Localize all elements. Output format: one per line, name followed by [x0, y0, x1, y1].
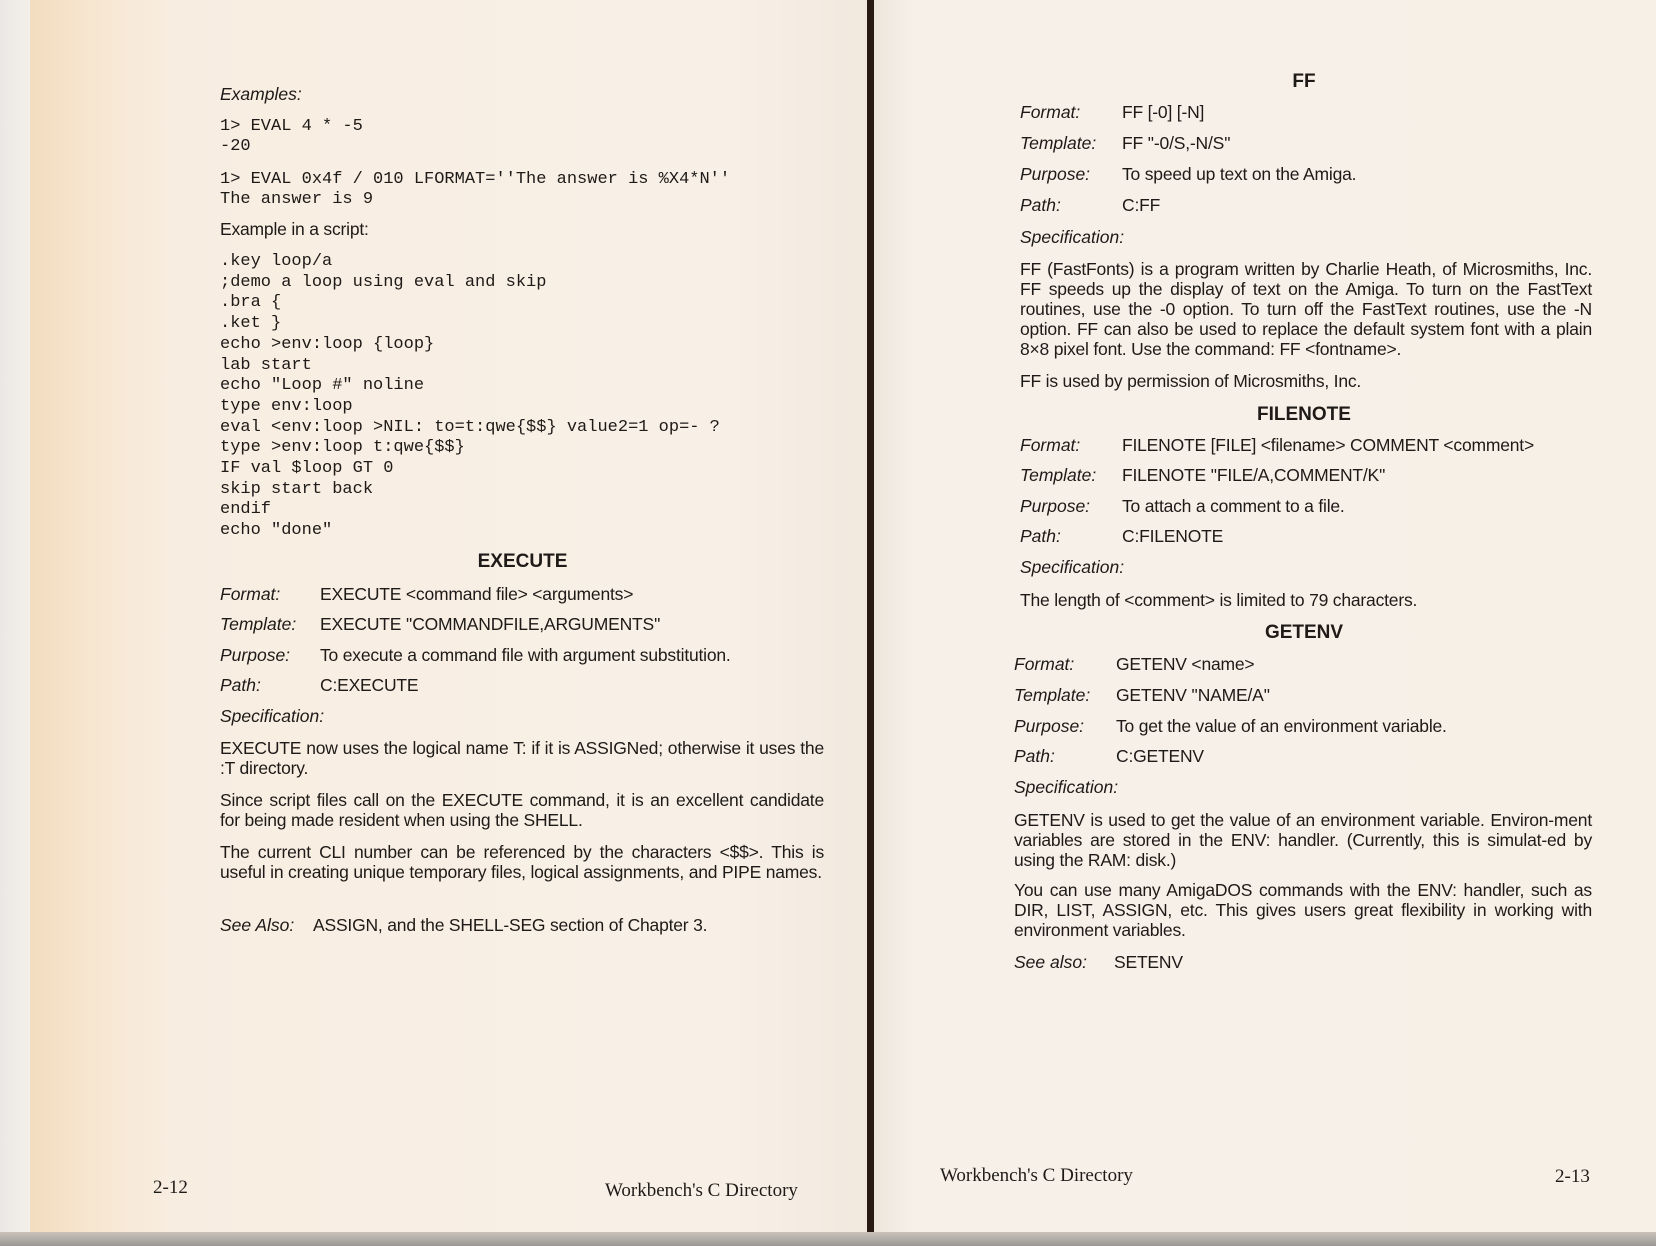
script-line: .bra { — [220, 293, 282, 313]
purpose-label: Purpose: — [1020, 496, 1091, 516]
path-value: C:FILENOTE — [1122, 526, 1224, 546]
script-line: endif — [220, 500, 272, 520]
specification-label: Specification: — [1014, 777, 1119, 797]
right-page — [874, 0, 1656, 1232]
purpose-value: To execute a command file with argument substitution. — [320, 645, 731, 665]
script-label: Example in a script: — [220, 219, 369, 239]
purpose-value: To speed up text on the Amiga. — [1122, 164, 1357, 184]
examples-label: Examples: — [220, 84, 302, 104]
specification-label: Specification: — [1020, 227, 1125, 247]
spec-paragraph: GETENV is used to get the value of an environment variable. Environ-ment variables are stored in the ENV: handler. (Currently, this is simulat-ed by using the RAM: disk.) — [1014, 810, 1592, 870]
template-value: EXECUTE ''COMMANDFILE,ARGUMENTS'' — [320, 614, 661, 634]
page-stack-edge — [0, 0, 30, 1246]
code-line: 1> EVAL 4 * -5 — [220, 117, 363, 136]
execute-heading: EXECUTE — [477, 551, 568, 572]
specification-label: Specification: — [1020, 557, 1125, 577]
script-line: skip start back — [220, 479, 374, 499]
running-footer: Workbench's C Directory — [605, 1180, 798, 1201]
spec-paragraph: FF (FastFonts) is a program written by Charlie Heath, of Microsmiths, Inc. FF speeds up the display of text on the Amiga. To turn on the FastText routines, use the -0 option. To turn off the FastText routines, use the -N option. FF can also be used to replace the default system font with a plain 8×8 pixel font. Use the command: FF <fontname>. — [1020, 259, 1592, 359]
page-number: 2-12 — [153, 1177, 188, 1198]
getenv-heading: GETENV — [1264, 622, 1344, 643]
code-line: The answer is 9 — [220, 190, 374, 209]
ff-heading: FF — [1292, 71, 1316, 92]
specification-label: Specification: — [220, 706, 325, 726]
script-line: IF val $loop GT 0 — [220, 459, 394, 478]
path-value: C:GETENV — [1116, 746, 1204, 766]
spec-paragraph: Since script files call on the EXECUTE command, it is an excellent candidate for being made resident when using the SHELL. — [220, 790, 824, 830]
spec-paragraph: FF is used by permission of Microsmiths, Inc. — [1020, 371, 1362, 391]
path-label: Path: — [1020, 195, 1061, 215]
format-label: Format: — [1014, 654, 1075, 674]
template-label: Template: — [1014, 685, 1091, 705]
script-line: echo "done" — [220, 521, 333, 541]
script-line: type env:loop — [220, 396, 353, 416]
path-value: C:FF — [1122, 195, 1161, 215]
purpose-value: To get the value of an environment variable. — [1116, 716, 1447, 736]
format-value: EXECUTE <command file> <arguments> — [320, 584, 634, 604]
format-label: Format: — [220, 584, 281, 604]
running-footer: Workbench's C Directory — [940, 1165, 1133, 1186]
template-value: FF ''-0/S,-N/S'' — [1122, 133, 1231, 153]
format-label: Format: — [1020, 435, 1081, 455]
see-also-label: See Also: — [220, 915, 295, 935]
format-value: GETENV <name> — [1116, 654, 1255, 674]
script-line: ;demo a loop using eval and skip — [220, 272, 547, 292]
template-label: Template: — [1020, 133, 1097, 153]
script-line: lab start — [220, 355, 312, 375]
script-line: echo "Loop #" noline — [220, 376, 425, 396]
filenote-heading: FILENOTE — [1257, 404, 1351, 425]
script-line: .ket } — [220, 314, 282, 334]
left-page — [30, 0, 868, 1232]
template-label: Template: — [220, 614, 297, 634]
purpose-label: Purpose: — [1014, 716, 1085, 736]
template-value: GETENV ''NAME/A'' — [1116, 685, 1270, 705]
spec-paragraph: EXECUTE now uses the logical name T: if it is ASSIGNed; otherwise it uses the :T directory. — [220, 738, 824, 778]
spec-paragraph: You can use many AmigaDOS commands with the ENV: handler, such as DIR, LIST, ASSIGN, etc. This gives users great flexibility in working with environment variables. — [1014, 880, 1592, 940]
path-label: Path: — [220, 675, 261, 695]
script-line: eval <env:loop >NIL: to=t:qwe{$$} value2=1 op=- ? — [220, 417, 720, 437]
template-label: Template: — [1020, 465, 1097, 485]
path-label: Path: — [1014, 746, 1055, 766]
page-number: 2-13 — [1555, 1166, 1590, 1187]
script-line: echo >env:loop {loop} — [220, 334, 435, 354]
script-line: type >env:loop t:qwe{$$} — [220, 438, 465, 458]
script-line: .key loop/a — [220, 252, 333, 271]
path-value: C:EXECUTE — [320, 675, 419, 695]
purpose-label: Purpose: — [220, 645, 291, 665]
template-value: FILENOTE ''FILE/A,COMMENT/K'' — [1122, 465, 1386, 485]
path-label: Path: — [1020, 526, 1061, 546]
spec-paragraph: The current CLI number can be referenced by the characters <$$>. This is useful in creating unique temporary files, logical assignments, and PIPE names. — [220, 842, 824, 882]
book-bottom-edge — [0, 1232, 1656, 1246]
purpose-value: To attach a comment to a file. — [1122, 496, 1345, 516]
purpose-label: Purpose: — [1020, 164, 1091, 184]
code-line: -20 — [220, 137, 251, 156]
see-also-value: SETENV — [1114, 952, 1183, 972]
book-spine — [867, 0, 874, 1232]
code-line: 1> EVAL 0x4f / 010 LFORMAT=''The answer is %X4*N'' — [220, 170, 731, 189]
spec-paragraph: The length of <comment> is limited to 79 characters. — [1020, 590, 1418, 610]
format-value: FF [-0] [-N] — [1122, 102, 1205, 122]
see-also-value: ASSIGN, and the SHELL-SEG section of Chapter 3. — [313, 915, 708, 935]
see-also-label: See also: — [1014, 952, 1087, 972]
format-value: FILENOTE [FILE] <filename> COMMENT <comment> — [1122, 435, 1534, 455]
format-label: Format: — [1020, 102, 1081, 122]
